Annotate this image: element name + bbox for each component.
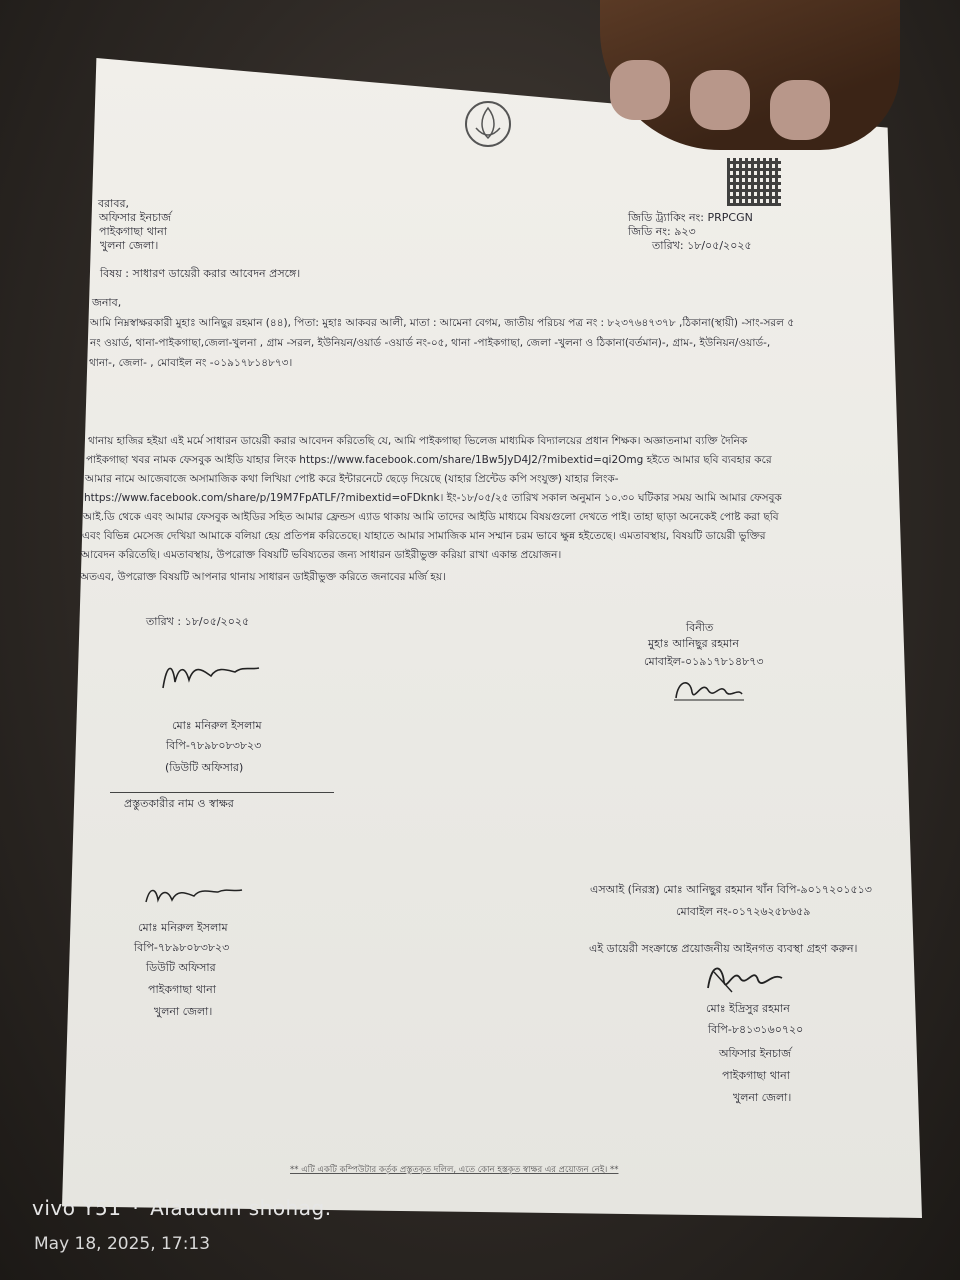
body-line: আই.ডি থেকে এবং আমার ফেসবুক আইডির সহিত আমার ফ্রেন্ডস এ্যাড থাকায় আমি তাদের আইডি মাধ্যমে বিষয়গুলো দেখতে পাই। তাহা ছাড়া অনেকেই পোষ্ট করা ছবি xyxy=(83,511,779,523)
oc-block-line: বিপি-৮৪১৩১৬০৭২০ xyxy=(708,1023,804,1036)
duty-officer-signature-2-icon xyxy=(138,880,248,910)
subject: বিষয় : সাধারণ ডায়েরী করার আবেদন প্রসঙ্গে। xyxy=(100,267,301,280)
to-line-3: পাইকগাছা থানা xyxy=(99,225,167,238)
instruction: এই ডায়েরী সংক্রান্তে প্রয়োজনীয় আইনগত ব্যবস্থা গ্রহণ করুন। xyxy=(589,942,858,955)
police-emblem-icon xyxy=(462,98,514,150)
body-line: এবং বিভিন্ন মেসেজ দেখিয়া আমাকে বলিয়া হেয় প্রতিপন্ন করিতেছে। যাহাতে আমার সামাজিক মান সম্মান চরম ভাবে ক্ষুন্ন হইতেছে। এমতাবস্থায়, বিষয়টি ডায়েরী ভুক্তির xyxy=(82,530,766,542)
applicant-name: মুহাঃ আনিছুর রহমান xyxy=(648,637,739,650)
applicant-mobile: মোবাইল-০১৯১৭৮১৪৮৭৩ xyxy=(644,655,764,668)
duty-officer-role: (ডিউটি অফিসার) xyxy=(165,761,244,774)
oc-block-line: মোঃ ইদ্রিসুর রহমান xyxy=(706,1002,790,1015)
body-line: অতএব, উপরোক্ত বিষয়টি আপনার থানায় সাধারন ডাইরীভুক্ত করিতে জনাবের মর্জি হয়। xyxy=(80,571,446,583)
duty-block-line: খুলনা জেলা। xyxy=(154,1005,213,1018)
body-line: আমার নামে আজেবাজে অসামাজিক কথা লিখিয়া পোষ্ট করে ইন্টারনেটে ছেড়ে দিয়েছে (যাহার প্রিন্টেড কপি সংযুক্ত) যাহার লিংক- xyxy=(85,473,619,485)
oc-block-line: অফিসার ইনচার্জ xyxy=(719,1047,791,1060)
intro-line: থানা-, জেলা- , মোবাইল নং -০১৯১৭৮১৪৮৭৩। xyxy=(89,357,293,369)
duty-officer-signature-icon xyxy=(155,652,267,698)
duty-officer-name: মোঃ মনিরুল ইসলাম xyxy=(172,719,262,732)
gd-date: তারিখ: ১৮/০৫/২০২৫ xyxy=(652,239,752,252)
footer-note: ** এটি একটি কম্পিউটার কর্তৃক প্রস্তুতকৃত দলিল, এতে কোন হস্তকৃত স্বাক্ষর এর প্রয়োজন নেই। ** xyxy=(290,1165,619,1175)
to-line-2: অফিসার ইনচার্জ xyxy=(99,211,171,224)
to-line-4: খুলনা জেলা। xyxy=(100,239,159,252)
applicant-signature-icon xyxy=(668,672,748,706)
duty-block-line: বিপি-৭৮৯৮০৮৩৮২৩ xyxy=(134,941,230,954)
duty-block-line: মোঃ মনিরুল ইসলাম xyxy=(138,921,228,934)
duty-officer-bp: বিপি-৭৮৯৮০৮৩৮২৩ xyxy=(166,739,262,752)
gd-tracking: জিডি ট্র্যাকিং নং: PRPCGN xyxy=(628,211,753,224)
oc-signature-icon xyxy=(698,958,794,998)
oc-block-line: পাইকগাছা থানা xyxy=(722,1069,790,1082)
qr-code-icon xyxy=(727,158,781,206)
salutation: জনাব, xyxy=(92,296,122,309)
oc-block-line: খুলনা জেলা। xyxy=(733,1091,792,1104)
camera-separator: · xyxy=(132,1196,140,1220)
gd-number: জিডি নং: ৯২৩ xyxy=(628,225,696,238)
camera-watermark-line xyxy=(32,1196,332,1220)
assigned-si-mobile: মোবাইল নং-০১৭২৬২৫৮৬৫৯ xyxy=(676,905,811,918)
assigned-si: এসআই (নিরস্ত্র) মোঃ আনিছুর রহমান খাঁন বিপি-৯০১৭২০১৫১৩ xyxy=(590,883,872,896)
gd-document-paper xyxy=(62,58,922,1218)
body-line: থানায় হাজির হইয়া এই মর্মে সাধারন ডায়েরী করার আবেদন করিতেছি যে, আমি পাইকগাছা ভিলেজ মাধ্যমিক বিদ্যালয়ের প্রধান শিক্ষক। অজ্ঞাতনামা ব্যক্তি দৈনিক xyxy=(88,435,748,447)
closing-yours: বিনীত xyxy=(686,621,714,634)
intro-line: আমি নিম্নস্বাক্ষরকারী মুহাঃ আনিছুর রহমান (৪৪), পিতা: মুহাঃ আকবর আলী, মাতা : আমেনা বেগম, জাতীয় পরিচয় পত্র নং : ৮২৩৭৬৪৭৩৭৮ ,ঠিকানা(স্থায়ী) -সাং-সরল ৫ xyxy=(90,317,795,329)
duty-block-line: ডিউটি অফিসার xyxy=(146,961,216,974)
to-line-1: বরাবর, xyxy=(98,197,130,210)
closing-date: তারিখ : ১৮/০৫/২০২৫ xyxy=(146,615,250,628)
camera-timestamp: May 18, 2025, 17:13 xyxy=(34,1234,211,1254)
duty-block-line: পাইকগাছা থানা xyxy=(148,983,216,996)
signature-rule xyxy=(110,792,334,793)
body-line: পাইকগাছা খবর নামক ফেসবুক আইডি যাহার লিংক https://www.facebook.com/share/1Bw5JyD4J2/?mibextid=qi2Omg হইতে আমার ছবি ব্যবহার করে xyxy=(86,454,772,466)
body-line: https://www.facebook.com/share/p/19M7FpATLF/?mibextid=oFDknk। ইং-১৮/০৫/২৫ তারিখ সকাল অনুমান ১০.৩০ ঘটিকার সময় আমি আমার ফেসবুক xyxy=(84,492,782,504)
intro-line: নং ওয়ার্ড, থানা-পাইকগাছা,জেলা-খুলনা , গ্রাম -সরল, ইউনিয়ন/ওয়ার্ড -ওয়ার্ড নং-০৫, থানা -পাইকগাছা, জেলা -খুলনা ও ঠিকানা(বর্তমান)-, গ্রাম-, ইউনিয়ন/ওয়ার্ড-, xyxy=(90,337,771,349)
prepared-by-label: প্রস্তুতকারীর নাম ও স্বাক্ষর xyxy=(124,797,234,810)
body-line: আবেদন করিতেছি। এমতাবস্থায়, উপরোক্ত বিষয়টি ভবিষ্যতের জন্য সাধারন ডাইরীভুক্ত করিয়া রাখা একান্ত প্রয়োজন। xyxy=(81,549,562,561)
camera-owner: Alauddin shohag. xyxy=(150,1196,332,1220)
camera-device: vivo Y51 xyxy=(32,1196,122,1220)
